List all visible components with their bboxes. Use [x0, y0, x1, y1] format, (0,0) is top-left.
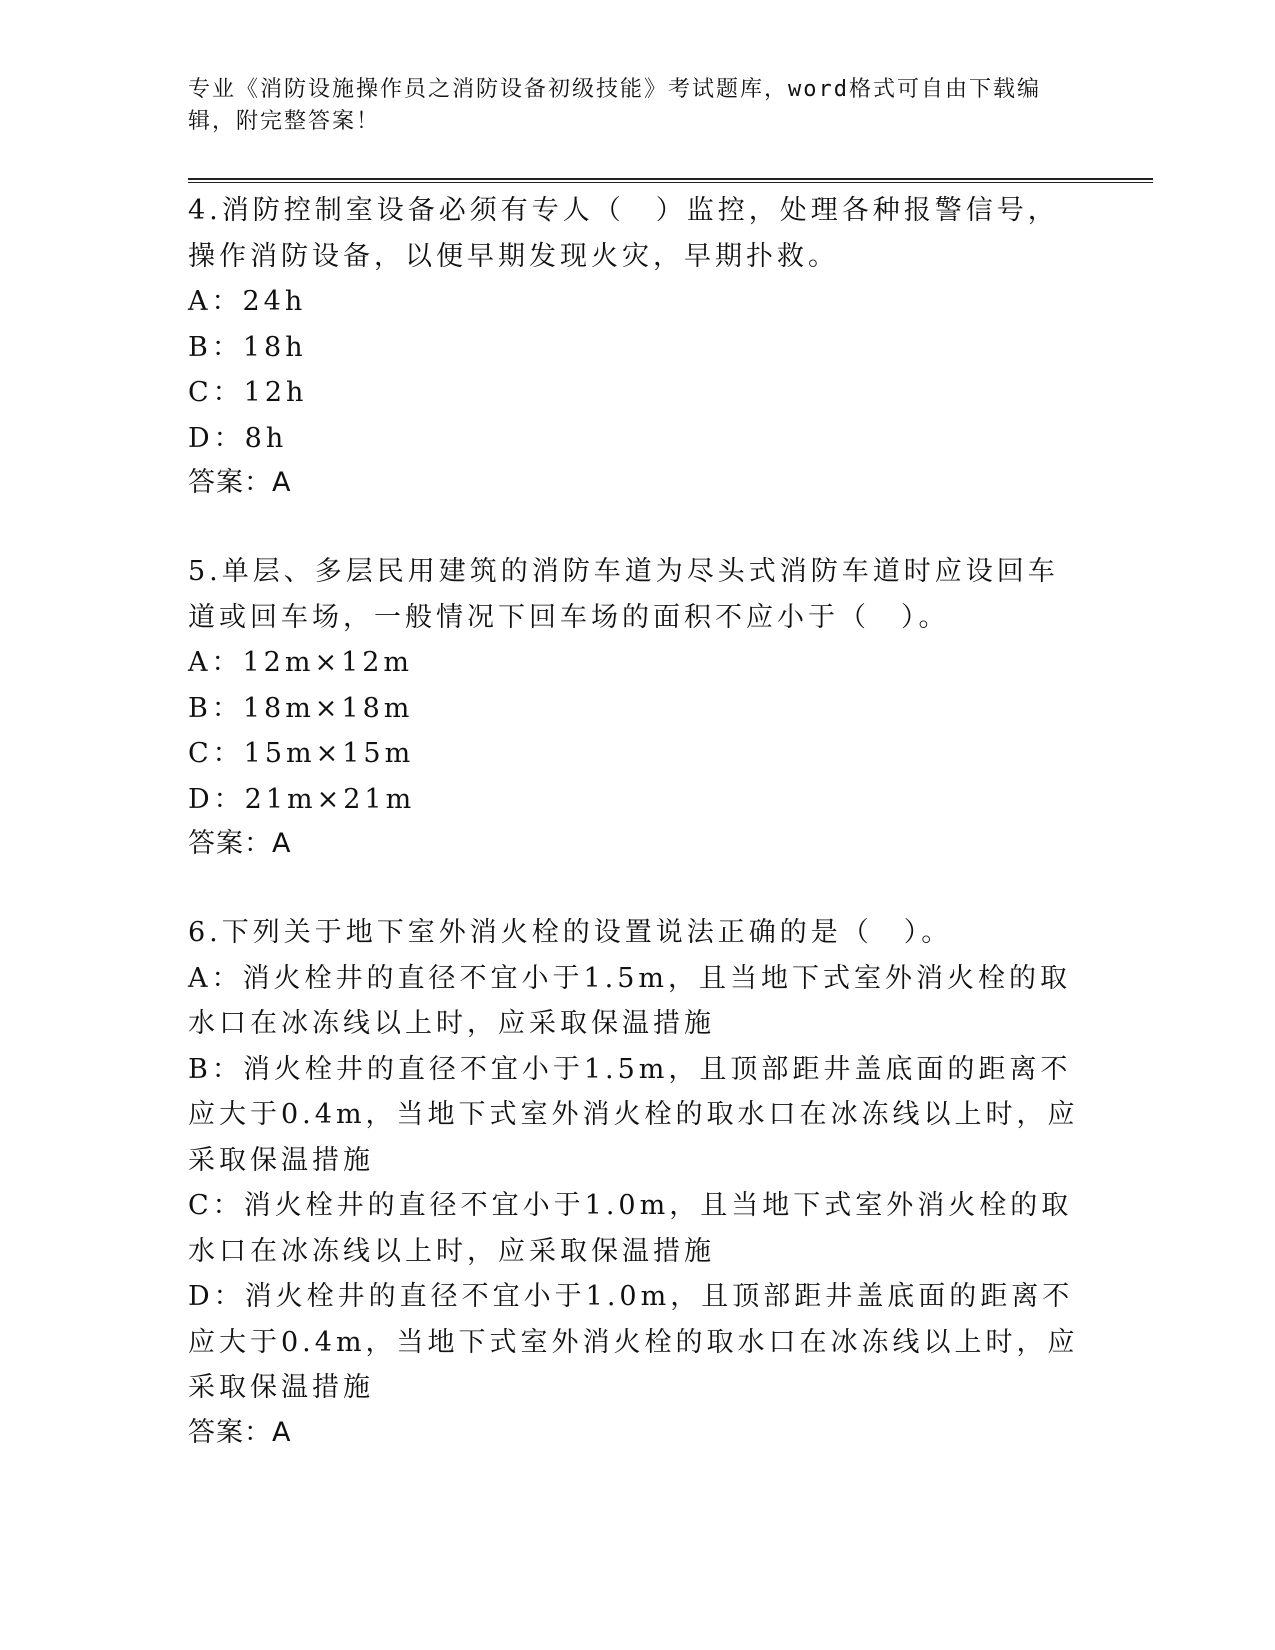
option-b: B：消火栓井的直径不宜小于1.5m，且顶部距井盖底面的距离不应大于0.4m，当地下式室外消火栓的取水口在冰冻线以上时，应采取保温措施 [188, 1053, 1079, 1176]
question-6 [188, 910, 1088, 1455]
document-header: 专业《消防设施操作员之消防设备初级技能》考试题库，word格式可自由下载编辑，附完整答案！ [188, 77, 1041, 134]
question-5 [188, 549, 1088, 866]
option-c: C：15m×15m [188, 738, 415, 769]
question-text: 5.单层、多层民用建筑的消防车道为尽头式消防车道时应设回车道或回车场，一般情况下回车场的面积不应小于（ ）。 [188, 556, 1059, 633]
answer-line: 答案：A [188, 828, 292, 859]
question-4 [188, 188, 1088, 505]
question-text: 4.消防控制室设备必须有专人（ ）监控，处理各种报警信号，操作消防设备，以便早期发现火灾，早期扑救。 [188, 195, 1059, 272]
answer-line: 答案：A [188, 1416, 292, 1448]
question-text: 6.下列关于地下室外消火栓的设置说法正确的是（ ）。 [188, 917, 953, 948]
option-a: A：12m×12m [188, 647, 414, 678]
header-divider [188, 178, 1153, 183]
option-c: C：12h [188, 377, 308, 408]
option-d: D：8h [188, 422, 288, 454]
spacer [188, 505, 1088, 549]
option-d: D：消火栓井的直径不宜小于1.0m，且顶部距井盖底面的距离不应大于0.4m，当地下式室外消火栓的取水口在冰冻线以上时，应采取保温措施 [188, 1281, 1079, 1403]
question-list [188, 188, 1088, 1455]
option-d: D：21m×21m [188, 783, 416, 815]
option-c: C：消火栓井的直径不宜小于1.0m，且当地下式室外消火栓的取水口在冰冻线以上时，应采取保温措施 [188, 1190, 1073, 1267]
option-a: A：消火栓井的直径不宜小于1.5m，且当地下式室外消火栓的取水口在冰冻线以上时，应采取保温措施 [188, 962, 1072, 1039]
option-b: B：18m×18m [188, 692, 414, 724]
option-b: B：18h [188, 331, 307, 363]
option-a: A：24h [188, 286, 307, 317]
answer-line: 答案：A [188, 467, 292, 498]
spacer [188, 866, 1088, 910]
